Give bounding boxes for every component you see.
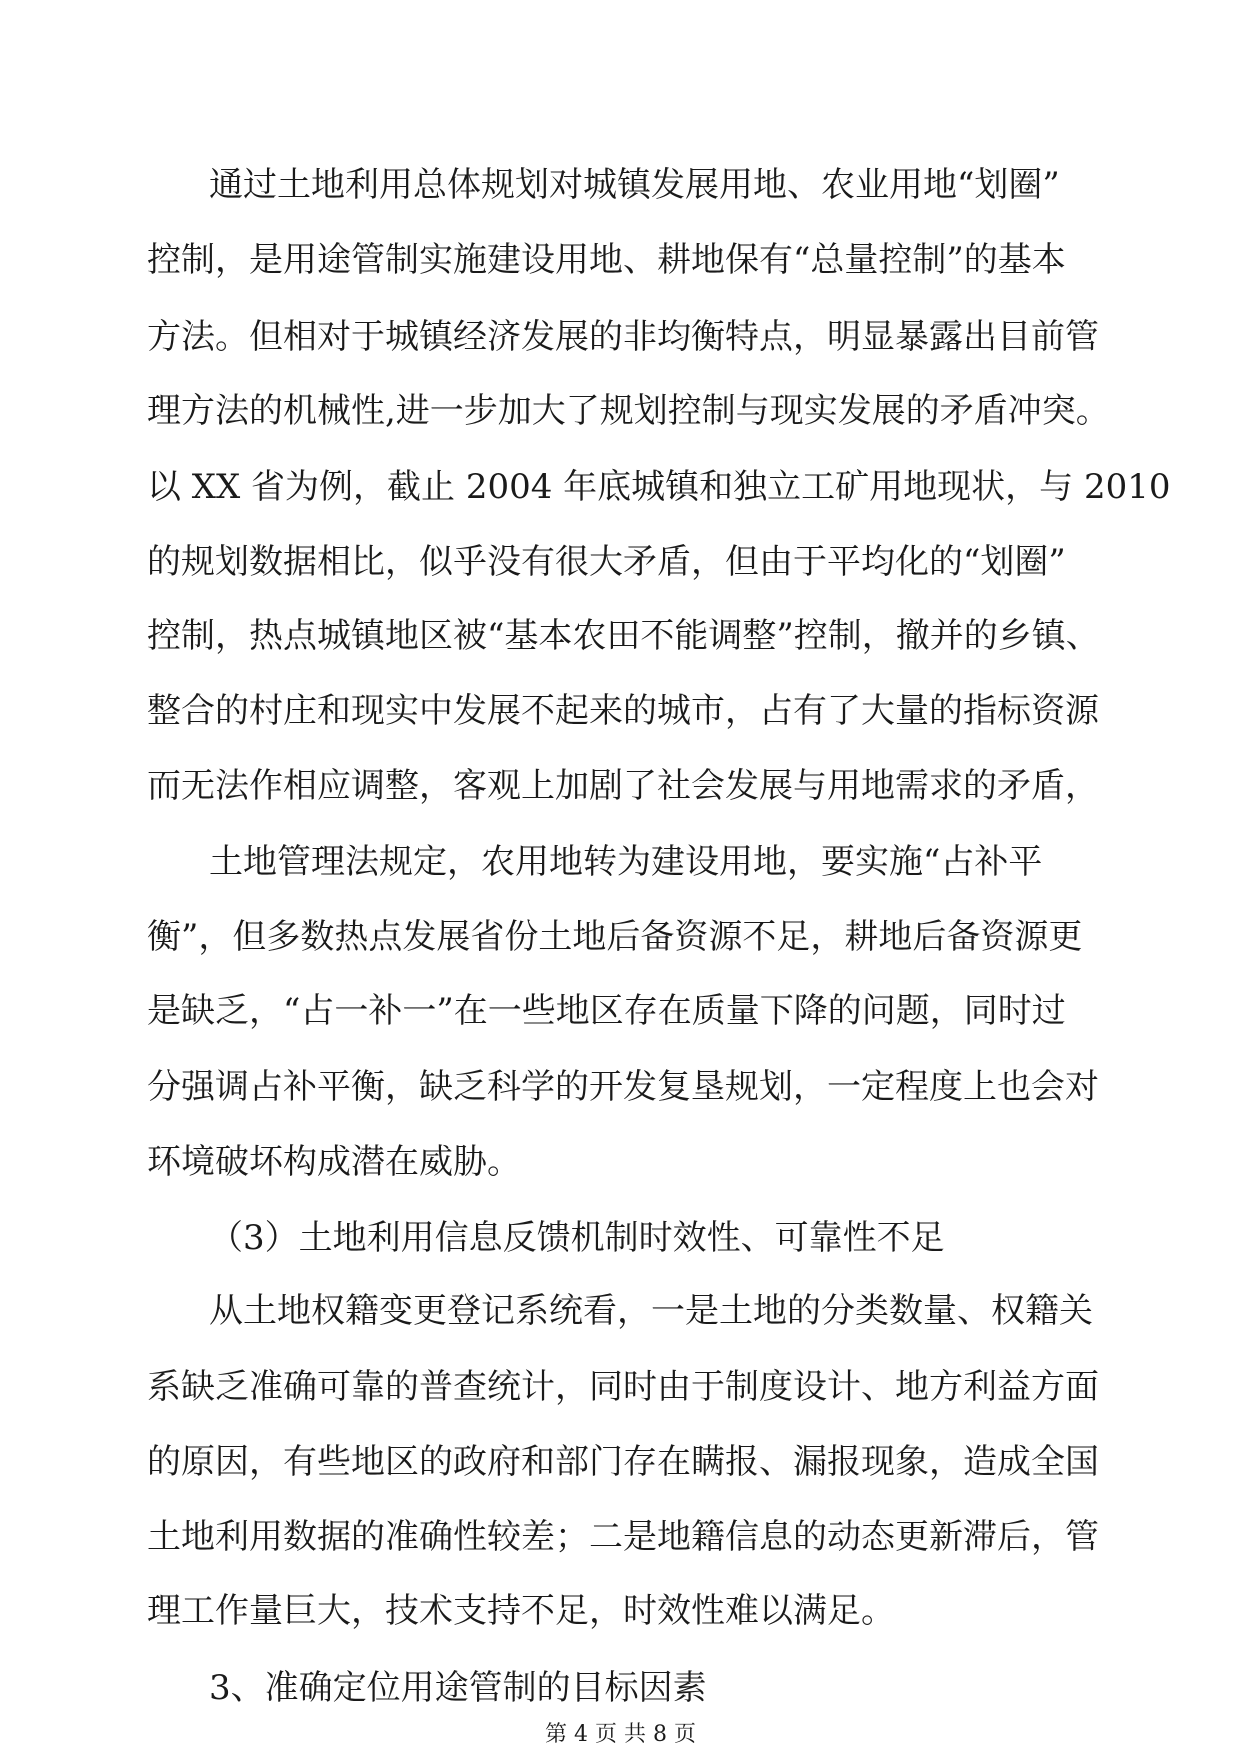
paragraph-line: 以 XX 省为例，截止 2004 年底城镇和独立工矿用地现状，与 2010 — [147, 467, 1171, 507]
section-heading: （3）土地利用信息反馈机制时效性、可靠性不足 — [209, 1218, 945, 1258]
paragraph-line: 而无法作相应调整，客观上加剧了社会发展与用地需求的矛盾， — [147, 766, 1099, 806]
paragraph-line: 土地利用数据的准确性较差；二是地籍信息的动态更新滞后，管 — [147, 1517, 1099, 1557]
page-footer: 第 4 页 共 8 页 — [545, 1722, 696, 1747]
paragraph-line: 通过土地利用总体规划对城镇发展用地、农业用地“划圈” — [209, 165, 1060, 205]
paragraph-line: 理方法的机械性,进一步加大了规划控制与现实发展的矛盾冲突。 — [147, 391, 1110, 431]
paragraph-line: 方法。但相对于城镇经济发展的非均衡特点，明显暴露出目前管 — [147, 317, 1099, 357]
paragraph-line: 的原因，有些地区的政府和部门存在瞒报、漏报现象，造成全国 — [147, 1442, 1099, 1482]
paragraph-line: 控制，热点城镇地区被“基本农田不能调整”控制，撤并的乡镇、 — [147, 616, 1100, 656]
paragraph-line: 土地管理法规定，农用地转为建设用地，要实施“占补平 — [209, 842, 1043, 882]
paragraph-line: 衡”，但多数热点发展省份土地后备资源不足，耕地后备资源更 — [147, 917, 1083, 957]
section-heading: 3、准确定位用途管制的目标因素 — [209, 1668, 707, 1708]
paragraph-line: 从土地权籍变更登记系统看，一是土地的分类数量、权籍关 — [209, 1291, 1093, 1331]
paragraph-line: 分强调占补平衡，缺乏科学的开发复垦规划，一定程度上也会对 — [147, 1067, 1099, 1107]
paragraph-line: 的规划数据相比，似乎没有很大矛盾，但由于平均化的“划圈” — [147, 542, 1066, 582]
paragraph-line: 整合的村庄和现实中发展不起来的城市，占有了大量的指标资源 — [147, 691, 1099, 731]
paragraph-line: 环境破坏构成潜在威胁。 — [147, 1142, 521, 1182]
paragraph-line: 是缺乏，“占一补一”在一些地区存在质量下降的问题，同时过 — [147, 991, 1066, 1031]
paragraph-line: 系缺乏准确可靠的普查统计，同时由于制度设计、地方利益方面 — [147, 1367, 1099, 1407]
paragraph-line: 控制，是用途管制实施建设用地、耕地保有“总量控制”的基本 — [147, 240, 1066, 280]
paragraph-line: 理工作量巨大，技术支持不足，时效性难以满足。 — [147, 1591, 895, 1631]
